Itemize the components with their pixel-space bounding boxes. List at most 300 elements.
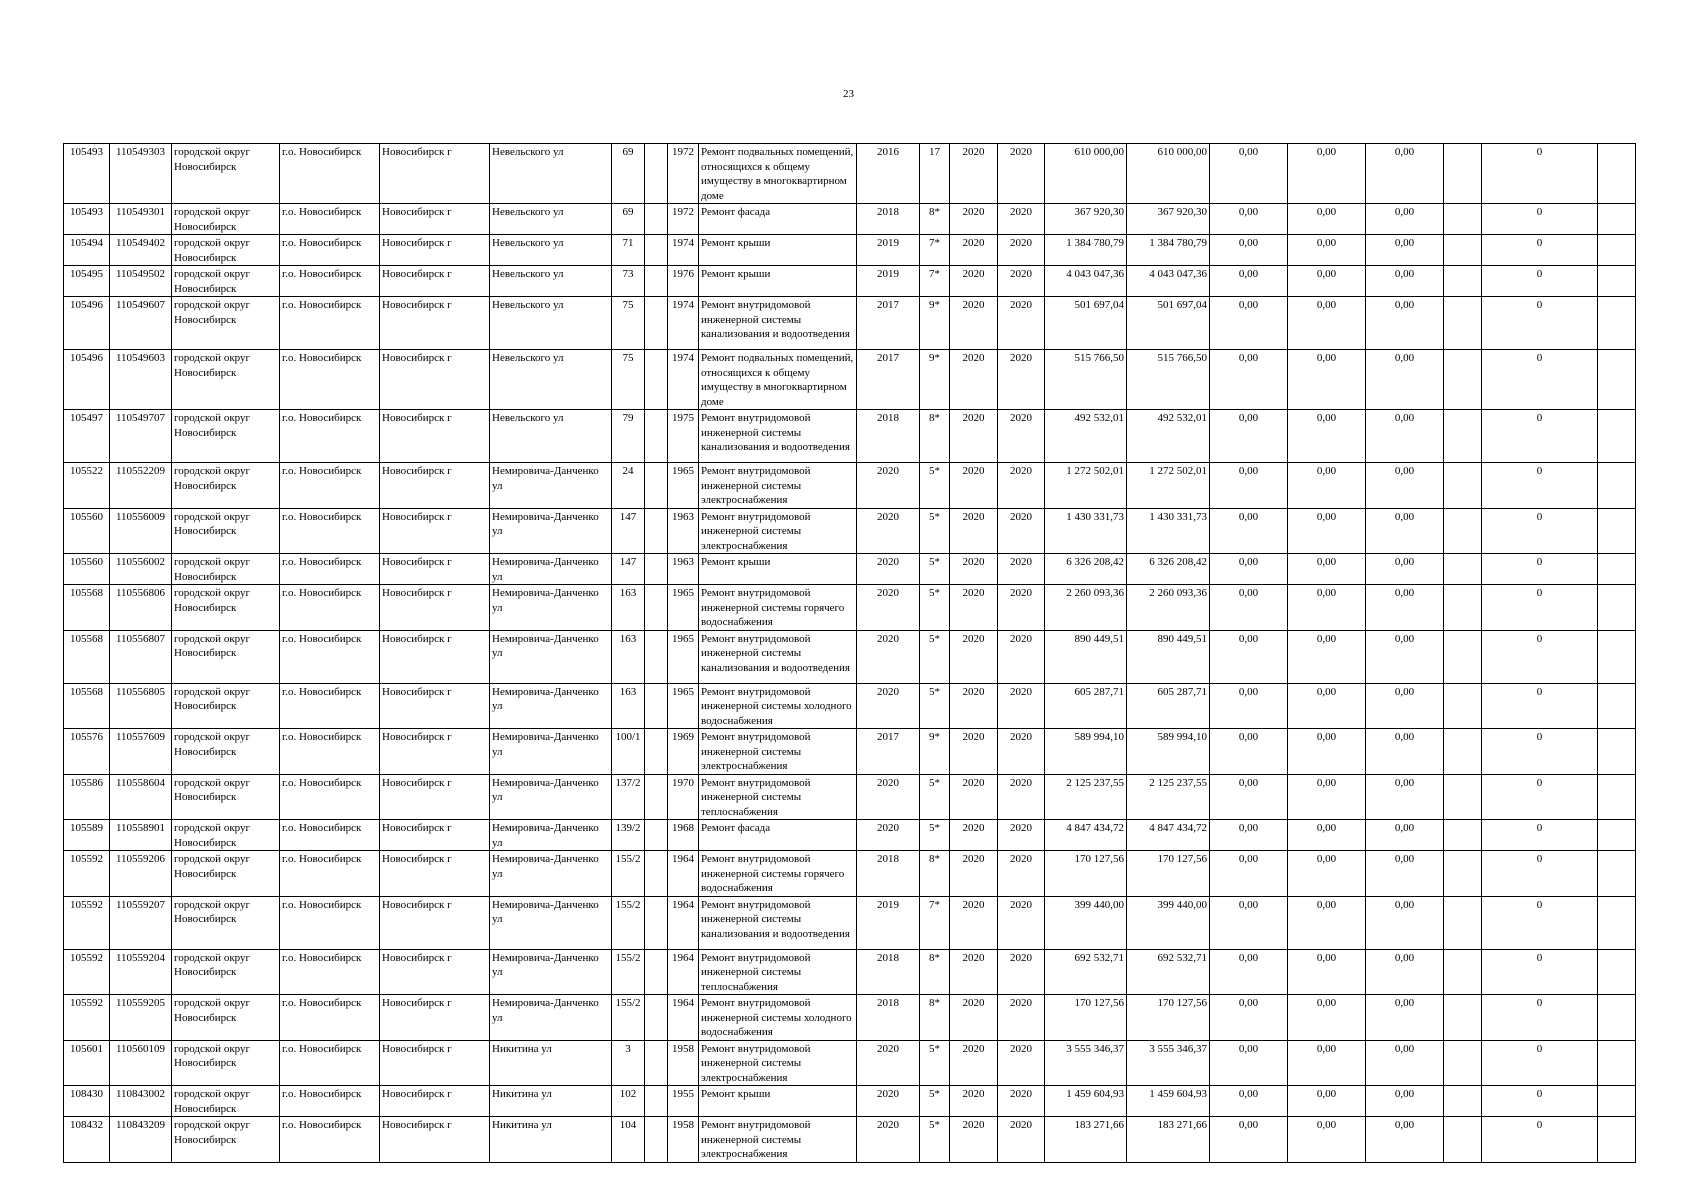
cell-end-year: 2020 <box>998 729 1045 775</box>
cell-street: Немировича-Данченко ул <box>490 851 612 897</box>
cell-building-block <box>645 820 668 851</box>
cell-street: Невельского ул <box>490 410 612 463</box>
cell-district: г.о. Новосибирск <box>280 820 380 851</box>
cell-municipality: городской округ Новосибирск <box>172 851 280 897</box>
cell-total-cost: 515 766,50 <box>1045 350 1127 410</box>
table-row <box>64 554 1636 585</box>
cell-street: Немировича-Данченко ул <box>490 463 612 509</box>
cell-construction-year: 1969 <box>668 729 699 775</box>
repair-registry-table <box>63 143 1636 1163</box>
cell-fund-cost: 610 000,00 <box>1127 144 1210 204</box>
cell-start-year: 2020 <box>950 1117 998 1163</box>
cell-total-cost: 605 287,71 <box>1045 683 1127 729</box>
cell-work-id: 110552209 <box>110 463 172 509</box>
cell-house-number: 104 <box>612 1117 645 1163</box>
table-row <box>64 235 1636 266</box>
cell-house-number: 69 <box>612 204 645 235</box>
cell-budget-cost-b: 0,00 <box>1288 683 1366 729</box>
cell-plan-year: 2020 <box>857 630 920 683</box>
cell-fund-cost: 515 766,50 <box>1127 350 1210 410</box>
cell-municipality: городской округ Новосибирск <box>172 554 280 585</box>
cell-building-id: 105568 <box>64 630 110 683</box>
cell-budget-cost-a: 0,00 <box>1210 995 1288 1041</box>
cell-extra-mark <box>1444 235 1482 266</box>
cell-area-value: 0 <box>1482 896 1598 949</box>
cell-priority: 8* <box>920 949 950 995</box>
cell-budget-cost-b: 0,00 <box>1288 350 1366 410</box>
cell-city: Новосибирск г <box>380 949 490 995</box>
cell-budget-cost-b: 0,00 <box>1288 235 1366 266</box>
cell-extra-mark <box>1444 995 1482 1041</box>
cell-city: Новосибирск г <box>380 508 490 554</box>
cell-municipality: городской округ Новосибирск <box>172 630 280 683</box>
cell-area-value: 0 <box>1482 995 1598 1041</box>
cell-building-id: 105586 <box>64 774 110 820</box>
cell-street: Немировича-Данченко ул <box>490 949 612 995</box>
cell-budget-cost-c: 0,00 <box>1366 995 1444 1041</box>
cell-construction-year: 1976 <box>668 266 699 297</box>
cell-budget-cost-c: 0,00 <box>1366 463 1444 509</box>
cell-end-year: 2020 <box>998 949 1045 995</box>
cell-building-block <box>645 1117 668 1163</box>
cell-work-id: 110559206 <box>110 851 172 897</box>
cell-extra-mark <box>1444 410 1482 463</box>
cell-work-id: 110843209 <box>110 1117 172 1163</box>
cell-end-year: 2020 <box>998 995 1045 1041</box>
cell-extra-mark <box>1444 729 1482 775</box>
cell-work-type: Ремонт фасада <box>699 204 857 235</box>
cell-work-id: 110557609 <box>110 729 172 775</box>
cell-start-year: 2020 <box>950 350 998 410</box>
cell-construction-year: 1974 <box>668 235 699 266</box>
cell-municipality: городской округ Новосибирск <box>172 1117 280 1163</box>
cell-total-cost: 2 125 237,55 <box>1045 774 1127 820</box>
cell-total-cost: 890 449,51 <box>1045 630 1127 683</box>
cell-budget-cost-c: 0,00 <box>1366 820 1444 851</box>
cell-priority: 17 <box>920 144 950 204</box>
cell-plan-year: 2017 <box>857 350 920 410</box>
cell-priority: 5* <box>920 1040 950 1086</box>
cell-budget-cost-c: 0,00 <box>1366 851 1444 897</box>
cell-budget-cost-c: 0,00 <box>1366 554 1444 585</box>
cell-start-year: 2020 <box>950 266 998 297</box>
cell-budget-cost-c: 0,00 <box>1366 630 1444 683</box>
cell-notes <box>1598 729 1636 775</box>
cell-city: Новосибирск г <box>380 410 490 463</box>
cell-construction-year: 1964 <box>668 949 699 995</box>
cell-construction-year: 1964 <box>668 896 699 949</box>
cell-total-cost: 2 260 093,36 <box>1045 585 1127 631</box>
cell-building-id: 105560 <box>64 508 110 554</box>
cell-budget-cost-b: 0,00 <box>1288 266 1366 297</box>
cell-budget-cost-b: 0,00 <box>1288 144 1366 204</box>
cell-work-type: Ремонт внутридомовой инженерной системы теплоснабжения <box>699 774 857 820</box>
cell-municipality: городской округ Новосибирск <box>172 508 280 554</box>
cell-start-year: 2020 <box>950 820 998 851</box>
cell-building-block <box>645 410 668 463</box>
cell-notes <box>1598 350 1636 410</box>
cell-budget-cost-b: 0,00 <box>1288 851 1366 897</box>
cell-fund-cost: 692 532,71 <box>1127 949 1210 995</box>
cell-notes <box>1598 1086 1636 1117</box>
cell-budget-cost-c: 0,00 <box>1366 144 1444 204</box>
cell-work-id: 110843002 <box>110 1086 172 1117</box>
cell-building-id: 108430 <box>64 1086 110 1117</box>
cell-building-id: 105493 <box>64 144 110 204</box>
cell-start-year: 2020 <box>950 995 998 1041</box>
table-row <box>64 266 1636 297</box>
cell-city: Новосибирск г <box>380 820 490 851</box>
cell-start-year: 2020 <box>950 410 998 463</box>
cell-end-year: 2020 <box>998 851 1045 897</box>
cell-building-id: 105496 <box>64 350 110 410</box>
cell-building-block <box>645 554 668 585</box>
cell-fund-cost: 183 271,66 <box>1127 1117 1210 1163</box>
cell-work-id: 110556009 <box>110 508 172 554</box>
cell-extra-mark <box>1444 297 1482 350</box>
cell-end-year: 2020 <box>998 774 1045 820</box>
cell-work-id: 110549301 <box>110 204 172 235</box>
cell-fund-cost: 2 125 237,55 <box>1127 774 1210 820</box>
cell-building-id: 105493 <box>64 204 110 235</box>
cell-house-number: 147 <box>612 508 645 554</box>
cell-end-year: 2020 <box>998 896 1045 949</box>
cell-budget-cost-a: 0,00 <box>1210 350 1288 410</box>
cell-end-year: 2020 <box>998 297 1045 350</box>
cell-street: Невельского ул <box>490 235 612 266</box>
cell-budget-cost-a: 0,00 <box>1210 410 1288 463</box>
cell-total-cost: 170 127,56 <box>1045 995 1127 1041</box>
cell-building-id: 105568 <box>64 683 110 729</box>
cell-municipality: городской округ Новосибирск <box>172 266 280 297</box>
cell-house-number: 163 <box>612 683 645 729</box>
cell-work-type: Ремонт внутридомовой инженерной системы канализования и водоотведения <box>699 410 857 463</box>
cell-budget-cost-a: 0,00 <box>1210 463 1288 509</box>
cell-city: Новосибирск г <box>380 896 490 949</box>
cell-work-id: 110560109 <box>110 1040 172 1086</box>
table-row <box>64 630 1636 683</box>
cell-total-cost: 492 532,01 <box>1045 410 1127 463</box>
cell-total-cost: 589 994,10 <box>1045 729 1127 775</box>
cell-notes <box>1598 266 1636 297</box>
cell-municipality: городской округ Новосибирск <box>172 820 280 851</box>
cell-total-cost: 1 384 780,79 <box>1045 235 1127 266</box>
cell-city: Новосибирск г <box>380 554 490 585</box>
cell-budget-cost-b: 0,00 <box>1288 1117 1366 1163</box>
cell-house-number: 163 <box>612 630 645 683</box>
cell-house-number: 155/2 <box>612 851 645 897</box>
cell-building-id: 105495 <box>64 266 110 297</box>
cell-area-value: 0 <box>1482 585 1598 631</box>
cell-plan-year: 2019 <box>857 266 920 297</box>
cell-municipality: городской округ Новосибирск <box>172 410 280 463</box>
cell-district: г.о. Новосибирск <box>280 410 380 463</box>
cell-building-block <box>645 896 668 949</box>
cell-start-year: 2020 <box>950 554 998 585</box>
cell-district: г.о. Новосибирск <box>280 297 380 350</box>
cell-plan-year: 2018 <box>857 995 920 1041</box>
cell-street: Немировича-Данченко ул <box>490 820 612 851</box>
cell-notes <box>1598 410 1636 463</box>
cell-construction-year: 1975 <box>668 410 699 463</box>
cell-fund-cost: 1 459 604,93 <box>1127 1086 1210 1117</box>
cell-building-id: 105494 <box>64 235 110 266</box>
cell-city: Новосибирск г <box>380 995 490 1041</box>
cell-end-year: 2020 <box>998 630 1045 683</box>
cell-plan-year: 2017 <box>857 297 920 350</box>
cell-area-value: 0 <box>1482 774 1598 820</box>
cell-area-value: 0 <box>1482 683 1598 729</box>
cell-plan-year: 2020 <box>857 1086 920 1117</box>
cell-start-year: 2020 <box>950 463 998 509</box>
cell-building-id: 105496 <box>64 297 110 350</box>
cell-work-id: 110556806 <box>110 585 172 631</box>
cell-construction-year: 1965 <box>668 585 699 631</box>
cell-plan-year: 2020 <box>857 554 920 585</box>
cell-construction-year: 1964 <box>668 995 699 1041</box>
cell-building-id: 105592 <box>64 995 110 1041</box>
cell-street: Немировича-Данченко ул <box>490 896 612 949</box>
cell-district: г.о. Новосибирск <box>280 995 380 1041</box>
cell-extra-mark <box>1444 554 1482 585</box>
cell-work-type: Ремонт внутридомовой инженерной системы электроснабжения <box>699 729 857 775</box>
cell-street: Никитина ул <box>490 1086 612 1117</box>
cell-street: Немировича-Данченко ул <box>490 630 612 683</box>
cell-street: Немировича-Данченко ул <box>490 774 612 820</box>
cell-work-id: 110558901 <box>110 820 172 851</box>
cell-city: Новосибирск г <box>380 1117 490 1163</box>
cell-end-year: 2020 <box>998 235 1045 266</box>
cell-city: Новосибирск г <box>380 774 490 820</box>
cell-priority: 5* <box>920 683 950 729</box>
cell-district: г.о. Новосибирск <box>280 1086 380 1117</box>
cell-work-type: Ремонт крыши <box>699 266 857 297</box>
cell-construction-year: 1974 <box>668 297 699 350</box>
cell-city: Новосибирск г <box>380 144 490 204</box>
cell-construction-year: 1965 <box>668 683 699 729</box>
page-number: 23 <box>843 88 854 100</box>
cell-municipality: городской округ Новосибирск <box>172 774 280 820</box>
cell-area-value: 0 <box>1482 1040 1598 1086</box>
cell-budget-cost-a: 0,00 <box>1210 266 1288 297</box>
cell-priority: 9* <box>920 350 950 410</box>
cell-start-year: 2020 <box>950 774 998 820</box>
cell-budget-cost-a: 0,00 <box>1210 1086 1288 1117</box>
cell-notes <box>1598 949 1636 995</box>
cell-total-cost: 183 271,66 <box>1045 1117 1127 1163</box>
cell-end-year: 2020 <box>998 1040 1045 1086</box>
cell-municipality: городской округ Новосибирск <box>172 350 280 410</box>
cell-building-id: 105592 <box>64 949 110 995</box>
cell-building-id: 105589 <box>64 820 110 851</box>
cell-house-number: 102 <box>612 1086 645 1117</box>
cell-street: Немировича-Данченко ул <box>490 729 612 775</box>
cell-plan-year: 2018 <box>857 410 920 463</box>
table-row <box>64 204 1636 235</box>
cell-total-cost: 367 920,30 <box>1045 204 1127 235</box>
cell-district: г.о. Новосибирск <box>280 144 380 204</box>
cell-building-id: 105560 <box>64 554 110 585</box>
cell-street: Немировича-Данченко ул <box>490 683 612 729</box>
cell-start-year: 2020 <box>950 1040 998 1086</box>
cell-end-year: 2020 <box>998 1117 1045 1163</box>
cell-fund-cost: 170 127,56 <box>1127 995 1210 1041</box>
cell-house-number: 139/2 <box>612 820 645 851</box>
cell-notes <box>1598 851 1636 897</box>
cell-house-number: 137/2 <box>612 774 645 820</box>
cell-budget-cost-a: 0,00 <box>1210 896 1288 949</box>
cell-work-type: Ремонт внутридомовой инженерной системы холодного водоснабжения <box>699 995 857 1041</box>
cell-house-number: 163 <box>612 585 645 631</box>
cell-budget-cost-c: 0,00 <box>1366 266 1444 297</box>
cell-construction-year: 1968 <box>668 820 699 851</box>
cell-budget-cost-c: 0,00 <box>1366 774 1444 820</box>
cell-area-value: 0 <box>1482 630 1598 683</box>
cell-fund-cost: 1 384 780,79 <box>1127 235 1210 266</box>
table-row <box>64 350 1636 410</box>
cell-municipality: городской округ Новосибирск <box>172 204 280 235</box>
cell-street: Невельского ул <box>490 144 612 204</box>
cell-priority: 5* <box>920 463 950 509</box>
cell-fund-cost: 4 847 434,72 <box>1127 820 1210 851</box>
cell-street: Невельского ул <box>490 297 612 350</box>
cell-extra-mark <box>1444 1040 1482 1086</box>
cell-municipality: городской округ Новосибирск <box>172 683 280 729</box>
cell-budget-cost-c: 0,00 <box>1366 1117 1444 1163</box>
cell-city: Новосибирск г <box>380 463 490 509</box>
cell-budget-cost-c: 0,00 <box>1366 350 1444 410</box>
cell-budget-cost-a: 0,00 <box>1210 729 1288 775</box>
cell-fund-cost: 1 272 502,01 <box>1127 463 1210 509</box>
cell-building-block <box>645 1040 668 1086</box>
cell-work-type: Ремонт внутридомовой инженерной системы канализования и водоотведения <box>699 297 857 350</box>
cell-house-number: 24 <box>612 463 645 509</box>
cell-building-block <box>645 235 668 266</box>
cell-start-year: 2020 <box>950 144 998 204</box>
cell-municipality: городской округ Новосибирск <box>172 729 280 775</box>
cell-work-id: 110556002 <box>110 554 172 585</box>
cell-district: г.о. Новосибирск <box>280 774 380 820</box>
cell-city: Новосибирск г <box>380 297 490 350</box>
cell-work-id: 110556805 <box>110 683 172 729</box>
cell-work-type: Ремонт внутридомовой инженерной системы холодного водоснабжения <box>699 683 857 729</box>
cell-building-block <box>645 508 668 554</box>
cell-extra-mark <box>1444 896 1482 949</box>
cell-street: Невельского ул <box>490 350 612 410</box>
cell-construction-year: 1958 <box>668 1040 699 1086</box>
cell-plan-year: 2020 <box>857 1117 920 1163</box>
cell-house-number: 75 <box>612 297 645 350</box>
cell-area-value: 0 <box>1482 554 1598 585</box>
table-row <box>64 729 1636 775</box>
cell-district: г.о. Новосибирск <box>280 630 380 683</box>
cell-end-year: 2020 <box>998 204 1045 235</box>
cell-building-block <box>645 266 668 297</box>
cell-municipality: городской округ Новосибирск <box>172 1040 280 1086</box>
cell-work-type: Ремонт крыши <box>699 1086 857 1117</box>
cell-extra-mark <box>1444 144 1482 204</box>
cell-end-year: 2020 <box>998 266 1045 297</box>
cell-work-id: 110556807 <box>110 630 172 683</box>
cell-work-type: Ремонт внутридомовой инженерной системы электроснабжения <box>699 463 857 509</box>
cell-area-value: 0 <box>1482 204 1598 235</box>
table-row <box>64 1117 1636 1163</box>
cell-work-id: 110559207 <box>110 896 172 949</box>
cell-budget-cost-b: 0,00 <box>1288 463 1366 509</box>
cell-priority: 7* <box>920 896 950 949</box>
cell-plan-year: 2019 <box>857 235 920 266</box>
cell-end-year: 2020 <box>998 820 1045 851</box>
cell-area-value: 0 <box>1482 266 1598 297</box>
cell-end-year: 2020 <box>998 554 1045 585</box>
cell-district: г.о. Новосибирск <box>280 508 380 554</box>
cell-extra-mark <box>1444 1117 1482 1163</box>
cell-notes <box>1598 1040 1636 1086</box>
cell-work-id: 110559204 <box>110 949 172 995</box>
cell-building-id: 105497 <box>64 410 110 463</box>
table-row <box>64 1040 1636 1086</box>
cell-construction-year: 1972 <box>668 144 699 204</box>
cell-total-cost: 1 430 331,73 <box>1045 508 1127 554</box>
cell-budget-cost-b: 0,00 <box>1288 630 1366 683</box>
cell-priority: 5* <box>920 1117 950 1163</box>
cell-budget-cost-b: 0,00 <box>1288 554 1366 585</box>
cell-priority: 9* <box>920 297 950 350</box>
cell-city: Новосибирск г <box>380 235 490 266</box>
cell-fund-cost: 890 449,51 <box>1127 630 1210 683</box>
cell-house-number: 100/1 <box>612 729 645 775</box>
cell-house-number: 155/2 <box>612 995 645 1041</box>
cell-total-cost: 399 440,00 <box>1045 896 1127 949</box>
cell-budget-cost-a: 0,00 <box>1210 297 1288 350</box>
cell-budget-cost-b: 0,00 <box>1288 949 1366 995</box>
cell-work-type: Ремонт внутридомовой инженерной системы горячего водоснабжения <box>699 851 857 897</box>
cell-fund-cost: 6 326 208,42 <box>1127 554 1210 585</box>
table-row <box>64 410 1636 463</box>
cell-building-block <box>645 1086 668 1117</box>
cell-priority: 7* <box>920 266 950 297</box>
cell-work-type: Ремонт подвальных помещений, относящихся к общему имуществу в многоквартирном доме <box>699 144 857 204</box>
cell-house-number: 79 <box>612 410 645 463</box>
cell-street: Немировича-Данченко ул <box>490 554 612 585</box>
cell-municipality: городской округ Новосибирск <box>172 1086 280 1117</box>
table-row <box>64 683 1636 729</box>
cell-municipality: городской округ Новосибирск <box>172 235 280 266</box>
cell-fund-cost: 2 260 093,36 <box>1127 585 1210 631</box>
cell-work-type: Ремонт крыши <box>699 554 857 585</box>
cell-budget-cost-c: 0,00 <box>1366 410 1444 463</box>
cell-notes <box>1598 896 1636 949</box>
cell-area-value: 0 <box>1482 144 1598 204</box>
cell-budget-cost-b: 0,00 <box>1288 820 1366 851</box>
cell-start-year: 2020 <box>950 896 998 949</box>
cell-plan-year: 2019 <box>857 896 920 949</box>
cell-extra-mark <box>1444 851 1482 897</box>
cell-district: г.о. Новосибирск <box>280 896 380 949</box>
cell-budget-cost-c: 0,00 <box>1366 729 1444 775</box>
cell-start-year: 2020 <box>950 235 998 266</box>
table-row <box>64 144 1636 204</box>
cell-budget-cost-a: 0,00 <box>1210 508 1288 554</box>
cell-notes <box>1598 297 1636 350</box>
cell-total-cost: 692 532,71 <box>1045 949 1127 995</box>
cell-budget-cost-c: 0,00 <box>1366 508 1444 554</box>
cell-building-block <box>645 774 668 820</box>
cell-construction-year: 1963 <box>668 554 699 585</box>
cell-building-block <box>645 585 668 631</box>
cell-total-cost: 170 127,56 <box>1045 851 1127 897</box>
cell-budget-cost-b: 0,00 <box>1288 508 1366 554</box>
